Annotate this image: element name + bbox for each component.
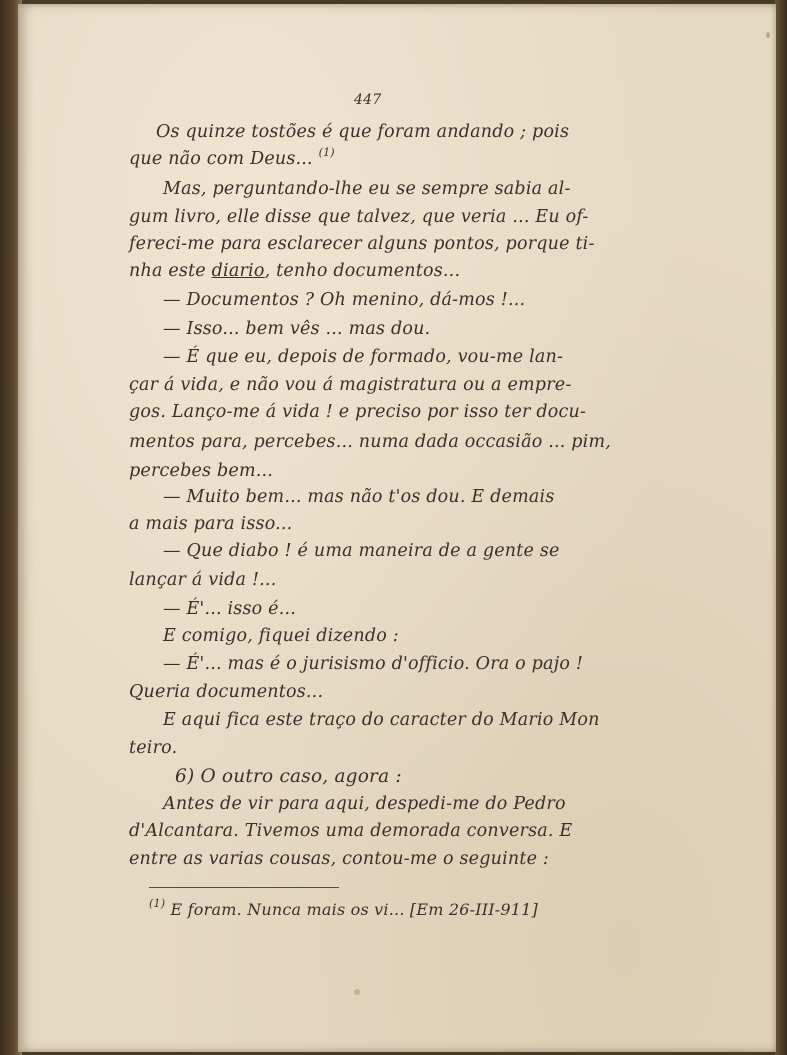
section-heading: 6) O outro caso, agora : [175,766,402,787]
text-line: — Que diabo ! é uma maneira de a gente se [163,541,560,561]
text-line: gos. Lanço-me á vida ! e preciso por isso ter docu- [129,402,587,422]
text-line [129,146,335,169]
text-line: çar á vida, e não vou á magistratura ou a empre- [129,375,572,395]
text-line-content: que não com Deus... [129,149,313,169]
text-line [129,261,460,281]
text-line-tail: , tenho documentos... [264,261,461,281]
ink-stain [766,32,770,38]
text-line-content: nha este [129,261,212,281]
text-line: — Muito bem... mas não t'os dou. E demais [163,487,555,507]
text-line: Mas, perguntando-lhe eu se sempre sabia al- [163,179,571,199]
footnote-divider [149,887,339,888]
footnote-marker: (1) [149,897,166,910]
footnote-text: E foram. Nunca mais os vi... [170,900,405,919]
footnote-marker: (1) [318,146,335,159]
text-line: entre as varias cousas, contou-me o seguinte : [129,849,550,869]
text-line: Antes de vir para aqui, despedi-me do Pedro [163,794,566,814]
text-line: — É'... mas é o jurisismo d'officio. Ora o pajo ! [163,654,584,674]
book-edge-right [775,0,787,1055]
text-line: — É'... isso é... [163,599,297,619]
text-line: — Documentos ? Oh menino, dá-mos !... [163,290,526,310]
text-line: teiro. [129,738,178,758]
underlined-word: diario [211,261,265,281]
text-line: mentos para, percebes... numa dada occasião ... pim, [129,432,612,452]
text-line: — Isso... bem vês ... mas dou. [163,319,431,339]
text-line: E aqui fica este traço do caracter do Mario Mon [163,710,600,730]
text-line: gum livro, elle disse que talvez, que veria ... Eu of- [129,207,589,227]
text-line: Queria documentos... [129,682,324,702]
text-line: Os quinze tostões é que foram andando ; pois [156,122,570,142]
manuscript-page [18,4,776,1052]
footnote [149,897,538,919]
text-line: E comigo, fiquei dizendo : [163,626,399,646]
page-number: 447 [354,92,382,108]
text-line: a mais para isso... [129,514,293,534]
footnote-date: [Em 26-III-911] [409,900,538,919]
text-line: percebes bem... [129,461,274,481]
ink-stain [354,989,360,995]
text-line: fereci-me para esclarecer alguns pontos, porque ti- [129,234,595,254]
text-line: d'Alcantara. Tivemos uma demorada conversa. E [129,821,573,841]
text-line: — É que eu, depois de formado, vou-me lan- [163,347,564,367]
text-line: lançar á vida !... [129,570,277,590]
